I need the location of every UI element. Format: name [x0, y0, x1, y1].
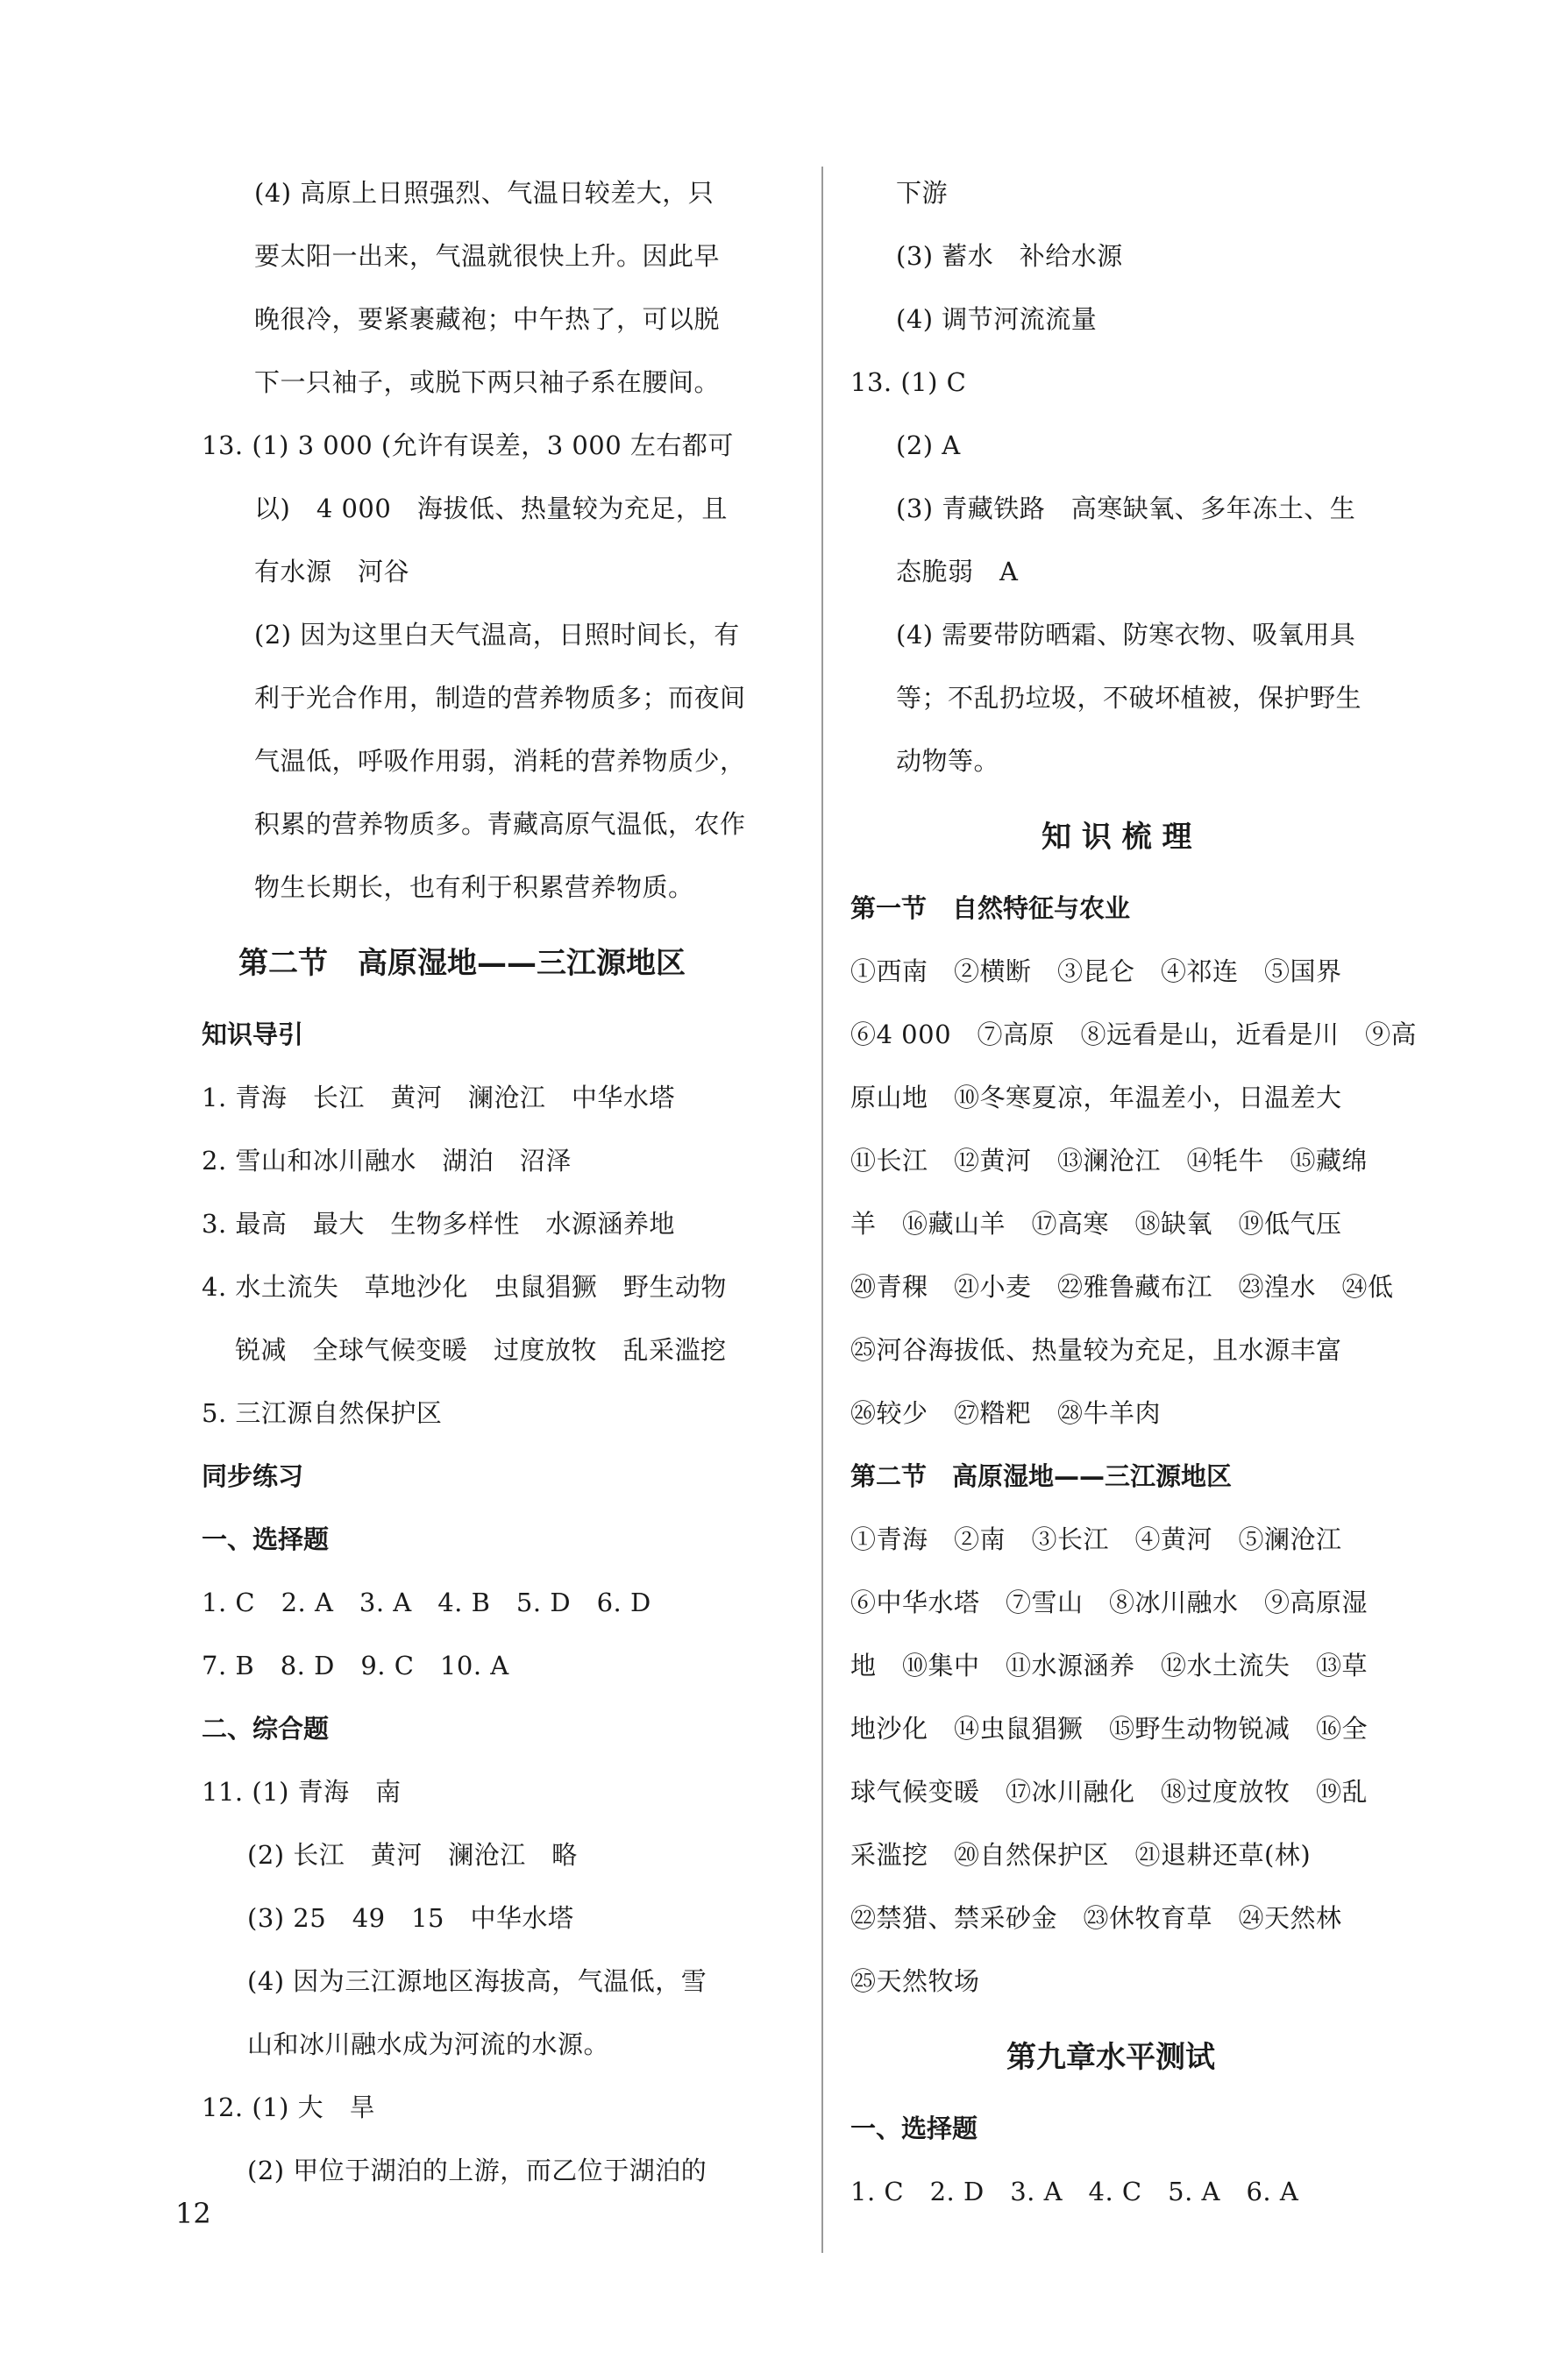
text-line: 以) 4 000 海拔低、热量较为充足，且 — [254, 494, 728, 523]
subheading: 一、选择题 — [850, 2114, 978, 2143]
text-line: ⑥中华水塔 ⑦雪山 ⑧冰川融水 ⑨高原湿 — [850, 1588, 1369, 1617]
text-line: 要太阳一出来，气温就很快上升。因此早 — [254, 241, 721, 271]
text-line: 气温低，呼吸作用弱，消耗的营养物质少， — [254, 746, 746, 776]
text-line: 地沙化 ⑭虫鼠猖獗 ⑮野生动物锐减 ⑯全 — [850, 1714, 1369, 1744]
subheading: 知识导引 — [202, 1019, 304, 1049]
text-line: 11. (1) 青海 南 — [202, 1777, 402, 1807]
text-line: 13. (1) C — [850, 367, 967, 397]
text-line: (3) 25 49 15 中华水塔 — [247, 1903, 574, 1933]
text-line: 下一只袖子，或脱下两只袖子系在腰间。 — [254, 367, 721, 397]
column-divider — [821, 167, 823, 2253]
text-line: 13. (1) 3 000 (允许有误差，3 000 左右都可 — [202, 430, 734, 460]
text-line: 态脆弱 A — [896, 557, 1019, 586]
section-title: 第九章水平测试 — [1006, 2040, 1215, 2075]
text-line: 球气候变暖 ⑰冰川融化 ⑱过度放牧 ⑲乱 — [850, 1777, 1369, 1807]
text-line: 晚很冷，要紧裹藏袍；中午热了，可以脱 — [254, 304, 721, 334]
text-line: 地 ⑩集中 ⑪水源涵养 ⑫水土流失 ⑬草 — [850, 1651, 1369, 1680]
text-line: 山和冰川融水成为河流的水源。 — [247, 2029, 610, 2059]
text-line: ㉖较少 ㉗糌粑 ㉘牛羊肉 — [850, 1398, 1162, 1428]
subheading: 同步练习 — [202, 1461, 304, 1491]
text-line: 锐减 全球气候变暖 过度放牧 乱采滥挖 — [235, 1335, 727, 1365]
text-line: 利于光合作用，制造的营养物质多；而夜间 — [254, 683, 746, 713]
text-line: 12. (1) 大 旱 — [202, 2092, 376, 2122]
text-line: (3) 蓄水 补给水源 — [896, 241, 1123, 271]
text-line: 1. 青海 长江 黄河 澜沧江 中华水塔 — [202, 1083, 675, 1112]
text-line: 原山地 ⑩冬寒夏凉，年温差小，日温差大 — [850, 1083, 1342, 1112]
text-line: (4) 需要带防晒霜、防寒衣物、吸氧用具 — [896, 620, 1356, 650]
subheading: 第一节 自然特征与农业 — [850, 893, 1131, 923]
text-line: 5. 三江源自然保护区 — [202, 1398, 443, 1428]
text-line: ㉕河谷海拔低、热量较为充足，且水源丰富 — [850, 1335, 1342, 1365]
text-line: 物生长期长，也有利于积累营养物质。 — [254, 872, 694, 902]
text-line: 羊 ⑯藏山羊 ⑰高寒 ⑱缺氧 ⑲低气压 — [850, 1209, 1342, 1239]
text-line: 等；不乱扔垃圾，不破坏植被，保护野生 — [896, 683, 1362, 713]
text-line: 1. C 2. A 3. A 4. B 5. D 6. D — [202, 1588, 651, 1617]
page-number: 12 — [175, 2197, 211, 2230]
text-line: (2) 甲位于湖泊的上游，而乙位于湖泊的 — [247, 2156, 707, 2185]
text-line: 3. 最高 最大 生物多样性 水源涵养地 — [202, 1209, 675, 1239]
subheading: 一、选择题 — [202, 1524, 330, 1554]
section-title: 第二节 高原湿地——三江源地区 — [238, 946, 686, 981]
text-line: (4) 高原上日照强烈、气温日较差大，只 — [254, 178, 715, 208]
text-line: ⑳青稞 ㉑小麦 ㉒雅鲁藏布江 ㉓湟水 ㉔低 — [850, 1272, 1394, 1302]
text-line: 采滥挖 ⑳自然保护区 ㉑退耕还草(林) — [850, 1840, 1312, 1870]
text-line: ①西南 ②横断 ③昆仑 ④祁连 ⑤国界 — [850, 956, 1342, 986]
text-line: ①青海 ②南 ③长江 ④黄河 ⑤澜沧江 — [850, 1524, 1342, 1554]
text-line: 7. B 8. D 9. C 10. A — [202, 1651, 509, 1680]
text-line: (2) A — [896, 430, 961, 460]
text-line: (3) 青藏铁路 高寒缺氧、多年冻土、生 — [896, 494, 1356, 523]
text-line: 4. 水土流失 草地沙化 虫鼠猖獗 野生动物 — [202, 1272, 727, 1302]
text-line: ⑥4 000 ⑦高原 ⑧远看是山，近看是川 ⑨高 — [850, 1019, 1418, 1049]
subheading: 二、综合题 — [202, 1714, 330, 1744]
text-line: 积累的营养物质多。青藏高原气温低，农作 — [254, 809, 746, 839]
subheading: 第二节 高原湿地——三江源地区 — [850, 1461, 1233, 1491]
text-line: 2. 雪山和冰川融水 湖泊 沼泽 — [202, 1146, 572, 1176]
text-line: ⑪长江 ⑫黄河 ⑬澜沧江 ⑭牦牛 ⑮藏绵 — [850, 1146, 1369, 1176]
text-line: (2) 长江 黄河 澜沧江 略 — [247, 1840, 578, 1870]
text-line: 下游 — [896, 178, 949, 208]
text-line: 动物等。 — [896, 746, 1000, 776]
section-title: 知 识 梳 理 — [1042, 820, 1192, 855]
text-line: (4) 调节河流流量 — [896, 304, 1098, 334]
text-line: ㉕天然牧场 — [850, 1966, 980, 1996]
text-line: (2) 因为这里白天气温高，日照时间长，有 — [254, 620, 740, 650]
text-line: (4) 因为三江源地区海拔高，气温低，雪 — [247, 1966, 707, 1996]
text-line: 1. C 2. D 3. A 4. C 5. A 6. A — [850, 2177, 1299, 2206]
text-line: 有水源 河谷 — [254, 557, 410, 586]
text-line: ㉒禁猎、禁采砂金 ㉓休牧育草 ㉔天然林 — [850, 1903, 1342, 1933]
